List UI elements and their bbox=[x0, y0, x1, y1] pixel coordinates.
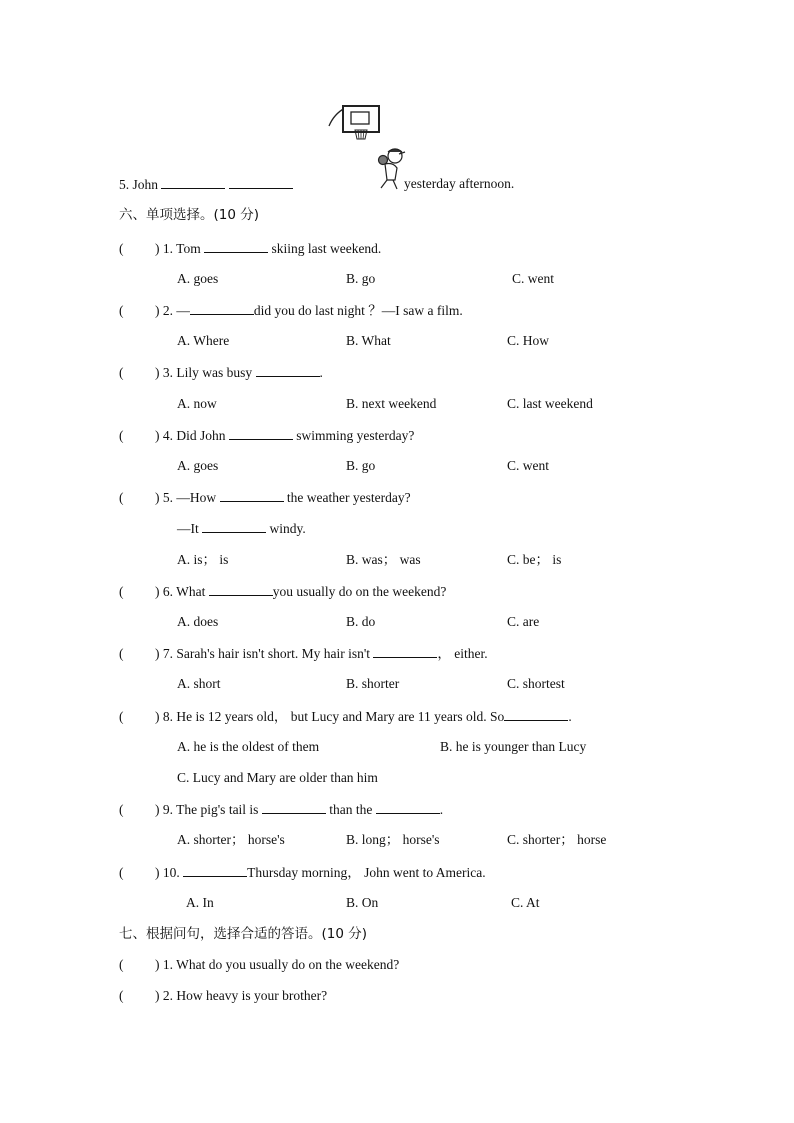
question-8: ( ) 8. He is 12 years old， but Lucy and Mary are 11 years old. So . bbox=[119, 709, 572, 724]
option-a[interactable]: A. shorter； horse's bbox=[177, 832, 285, 847]
answer-blank[interactable] bbox=[256, 364, 320, 377]
picture-question-tail: yesterday afternoon. bbox=[404, 176, 515, 191]
option-a[interactable]: A. he is the oldest of them bbox=[177, 739, 320, 754]
answer-blank[interactable] bbox=[262, 801, 326, 814]
option-c[interactable]: C. are bbox=[507, 614, 540, 629]
option-c[interactable]: C. be； is bbox=[507, 552, 562, 567]
option-c[interactable]: C. went bbox=[507, 458, 549, 473]
question-1: ( ) 1. Tom skiing last weekend. bbox=[119, 241, 382, 256]
picture-question bbox=[119, 176, 293, 193]
answer-blank[interactable] bbox=[220, 489, 284, 502]
matching-question-2: ( ) 2. How heavy is your brother? bbox=[119, 988, 328, 1003]
option-b[interactable]: B. On bbox=[346, 895, 379, 910]
option-c[interactable]: C. last weekend bbox=[507, 396, 593, 411]
option-b[interactable]: B. shorter bbox=[346, 676, 400, 691]
option-b[interactable]: B. do bbox=[346, 614, 376, 629]
basketball-player-icon bbox=[325, 104, 407, 190]
answer-blank[interactable] bbox=[229, 427, 293, 440]
question-3: ( ) 3. Lily was busy . bbox=[119, 365, 323, 380]
answer-blank[interactable] bbox=[504, 708, 568, 721]
answer-blank[interactable] bbox=[373, 645, 437, 658]
option-a[interactable]: A. Where bbox=[177, 333, 230, 348]
answer-blank[interactable] bbox=[161, 176, 225, 189]
option-a[interactable]: A. In bbox=[186, 895, 214, 910]
option-c[interactable]: C. How bbox=[507, 333, 550, 348]
boy-player-icon bbox=[379, 149, 406, 189]
option-c[interactable]: C. went bbox=[512, 271, 554, 286]
question-6: ( ) 6. What you usually do on the weekend? bbox=[119, 584, 447, 599]
option-c[interactable]: C. shorter； horse bbox=[507, 832, 607, 847]
answer-blank[interactable] bbox=[376, 801, 440, 814]
option-a[interactable]: A. does bbox=[177, 614, 219, 629]
option-a[interactable]: A. goes bbox=[177, 271, 219, 286]
answer-blank[interactable] bbox=[229, 176, 293, 189]
option-c[interactable]: C. At bbox=[511, 895, 540, 910]
option-b[interactable]: B. was； was bbox=[346, 552, 421, 567]
option-a[interactable]: A. is； is bbox=[177, 552, 229, 567]
option-b[interactable]: B. next weekend bbox=[346, 396, 437, 411]
option-a[interactable]: A. goes bbox=[177, 458, 219, 473]
option-c[interactable]: C. shortest bbox=[507, 676, 565, 691]
answer-blank[interactable] bbox=[209, 583, 273, 596]
question-2: ( ) 2. — did you do last night ？—I saw a film. bbox=[119, 303, 463, 318]
matching-question-1: ( ) 1. What do you usually do on the weekend? bbox=[119, 957, 400, 972]
question-10: ( ) 10. Thursday morning， John went to America. bbox=[119, 865, 486, 880]
section-7-heading: 七、根据问句，选择合适的答语。(10 分) bbox=[119, 926, 368, 942]
basketball-hoop-icon bbox=[329, 106, 379, 139]
answer-blank[interactable] bbox=[204, 240, 268, 253]
answer-blank[interactable] bbox=[190, 302, 254, 315]
question-7: ( ) 7. Sarah's hair isn't short. My hair isn't ， either. bbox=[119, 646, 488, 661]
question-5-line-2: —It windy. bbox=[177, 521, 306, 536]
option-b[interactable]: B. go bbox=[346, 271, 376, 286]
option-a[interactable]: A. short bbox=[177, 676, 221, 691]
section-6-heading: 六、单项选择。(10 分) bbox=[119, 207, 260, 223]
question-5: ( ) 5. —How the weather yesterday? bbox=[119, 490, 411, 505]
question-4: ( ) 4. Did John swimming yesterday? bbox=[119, 428, 415, 443]
option-c[interactable]: C. Lucy and Mary are older than him bbox=[177, 770, 378, 785]
option-b[interactable]: B. he is younger than Lucy bbox=[440, 739, 587, 754]
option-a[interactable]: A. now bbox=[177, 396, 217, 411]
question-number: 5. bbox=[119, 177, 130, 192]
option-b[interactable]: B. go bbox=[346, 458, 376, 473]
answer-blank[interactable] bbox=[202, 520, 266, 533]
option-b[interactable]: B. long； horse's bbox=[346, 832, 440, 847]
option-b[interactable]: B. What bbox=[346, 333, 391, 348]
question-9: ( ) 9. The pig's tail is than the . bbox=[119, 802, 444, 817]
answer-blank[interactable] bbox=[183, 864, 247, 877]
question-subject: John bbox=[132, 177, 159, 192]
